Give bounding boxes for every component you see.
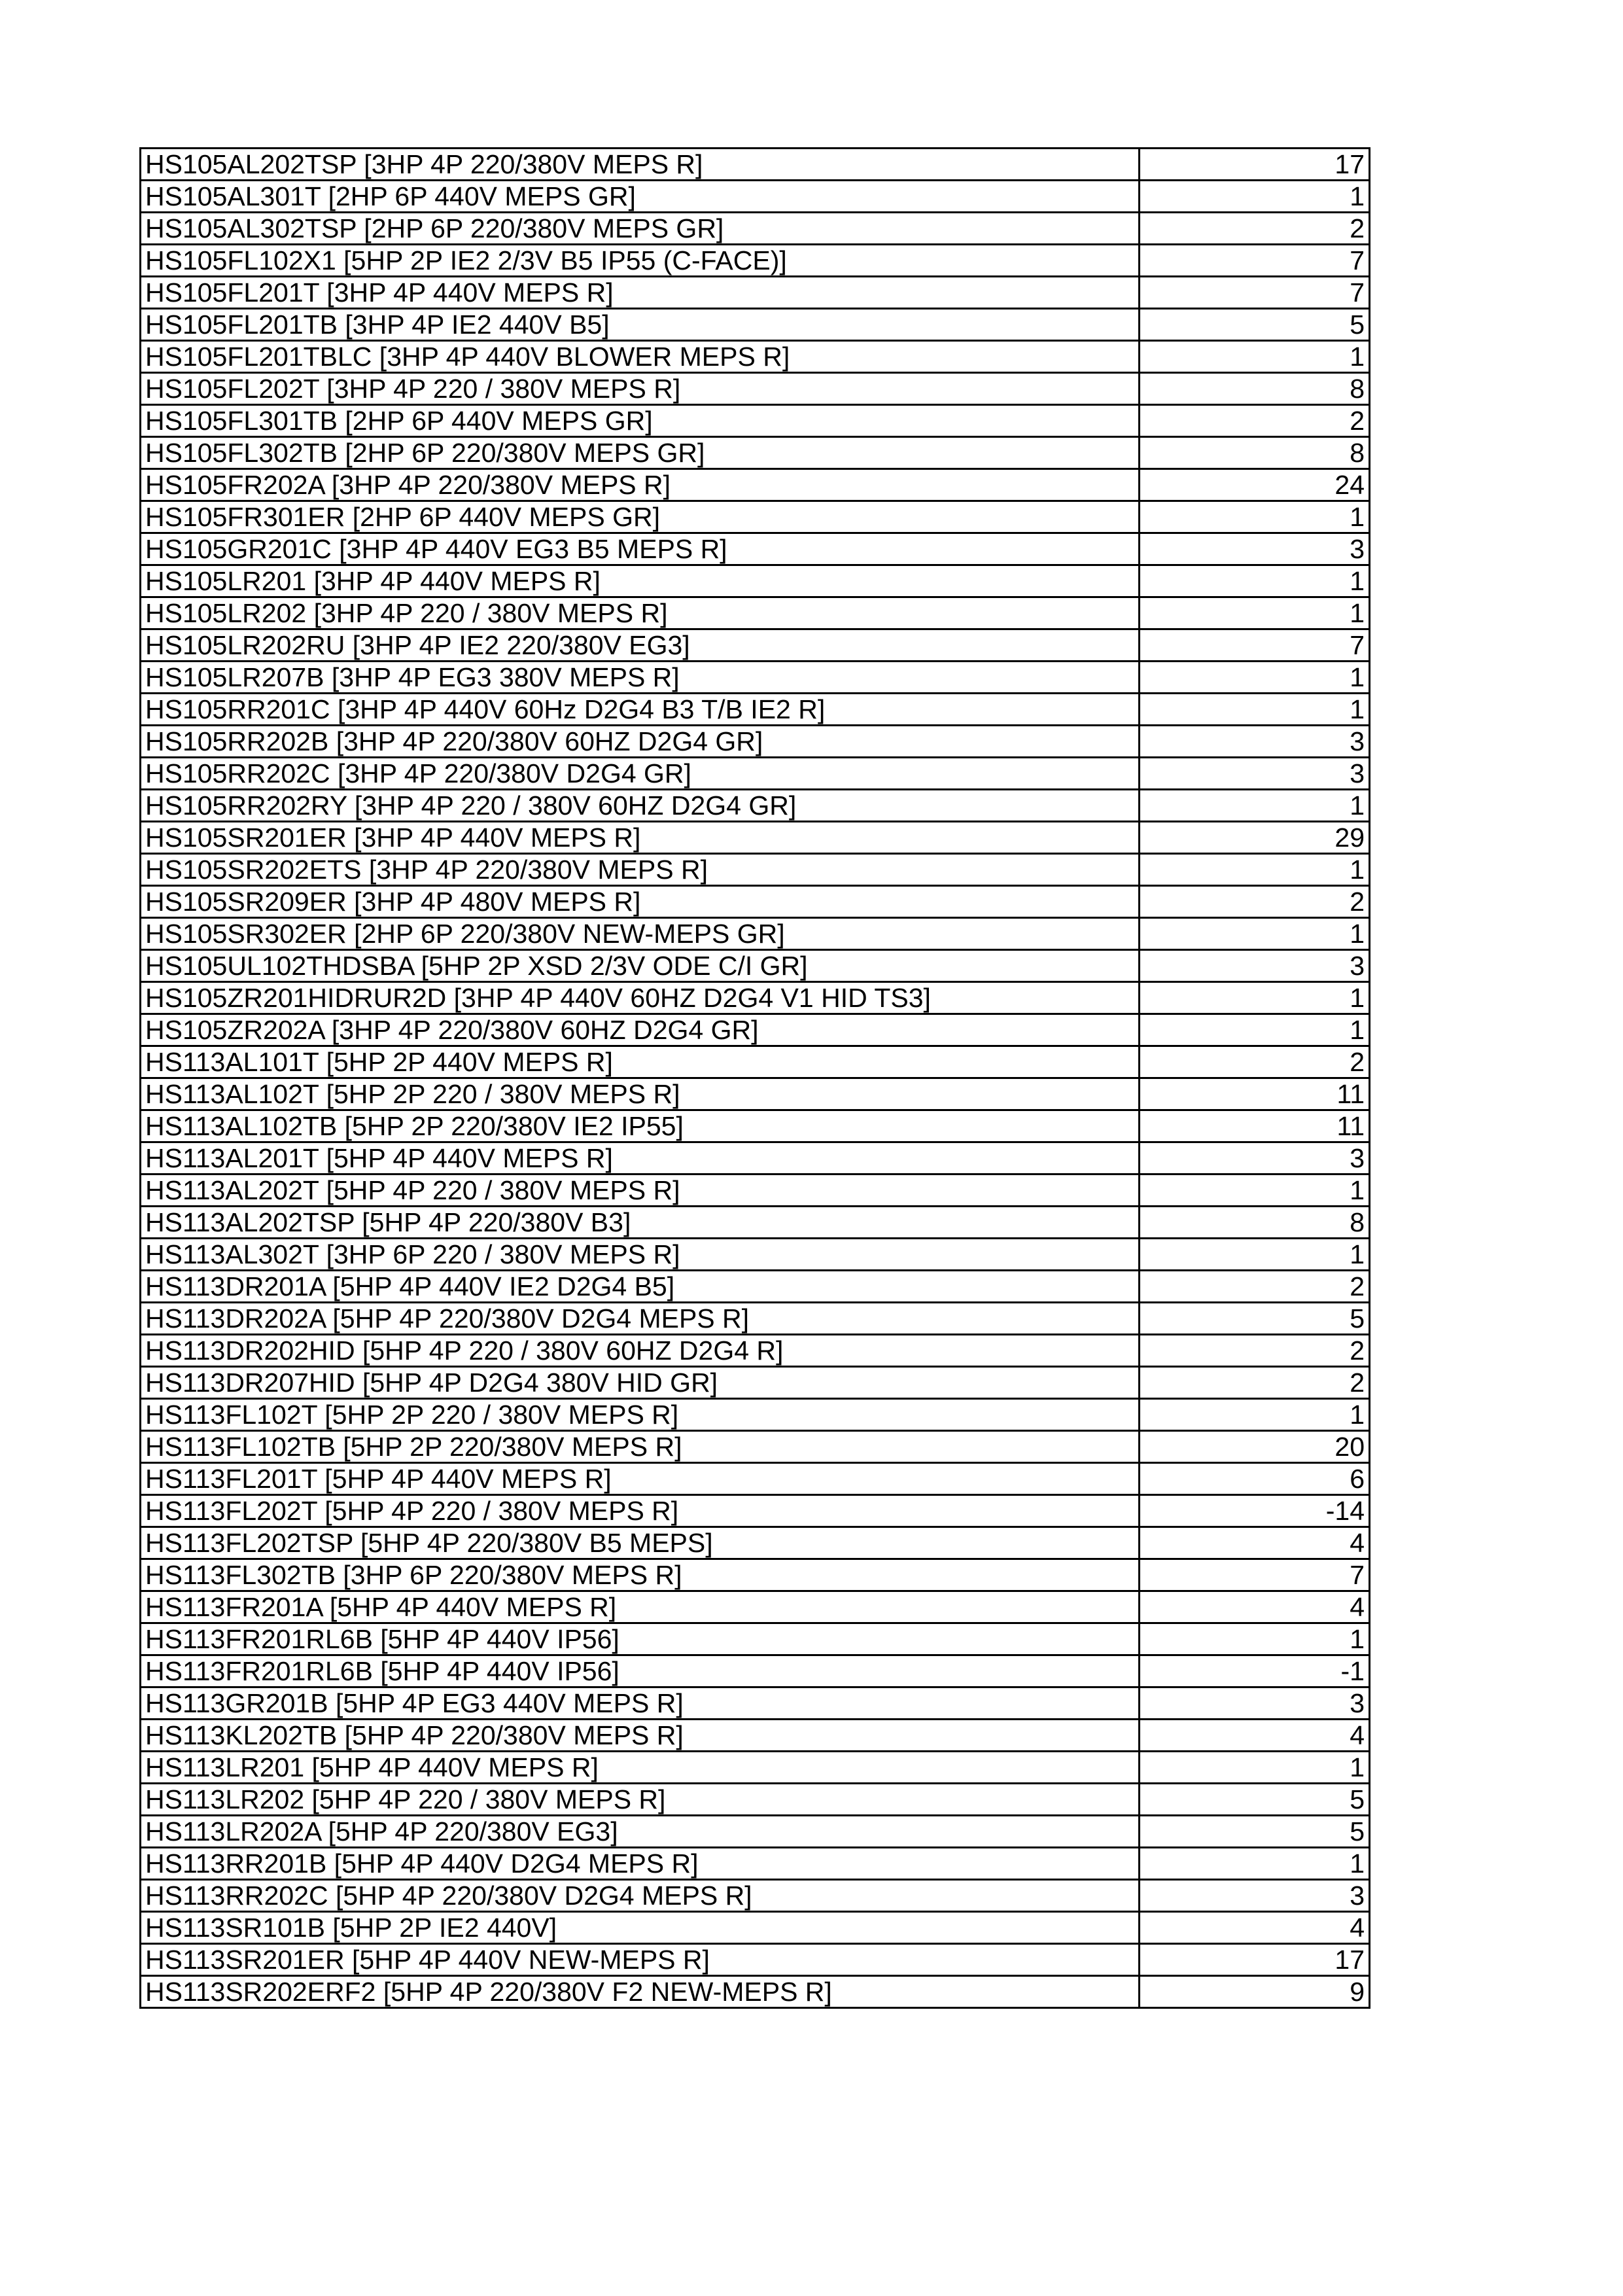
table-row xyxy=(141,1367,1370,1399)
table-row xyxy=(141,437,1370,469)
table-row xyxy=(141,918,1370,950)
item-description-cell: HS105ZR201HIDRUR2D [3HP 4P 440V 60HZ D2G4 V1 HID TS3] xyxy=(141,982,1140,1014)
quantity-cell: 20 xyxy=(1140,1431,1370,1463)
item-description-cell: HS113RR201B [5HP 4P 440V D2G4 MEPS R] xyxy=(141,1848,1140,1880)
quantity-cell: 2 xyxy=(1140,213,1370,245)
quantity-cell: 2 xyxy=(1140,886,1370,918)
quantity-cell: 3 xyxy=(1140,533,1370,565)
item-description-cell: HS113SR201ER [5HP 4P 440V NEW-MEPS R] xyxy=(141,1944,1140,1976)
table-row xyxy=(141,1848,1370,1880)
table-row xyxy=(141,1431,1370,1463)
item-description-cell: HS113AL201T [5HP 4P 440V MEPS R] xyxy=(141,1142,1140,1174)
item-description-cell: HS113DR201A [5HP 4P 440V IE2 D2G4 B5] xyxy=(141,1271,1140,1303)
quantity-cell: 11 xyxy=(1140,1110,1370,1142)
quantity-cell: 1 xyxy=(1140,662,1370,694)
quantity-cell: 2 xyxy=(1140,1271,1370,1303)
quantity-cell: 5 xyxy=(1140,1303,1370,1335)
table-row xyxy=(141,1110,1370,1142)
table-row xyxy=(141,1335,1370,1367)
item-description-cell: HS105LR201 [3HP 4P 440V MEPS R] xyxy=(141,565,1140,597)
quantity-cell: 8 xyxy=(1140,437,1370,469)
item-description-cell: HS105RR201C [3HP 4P 440V 60Hz D2G4 B3 T/B IE2 R] xyxy=(141,694,1140,726)
quantity-cell: 4 xyxy=(1140,1591,1370,1623)
table-row xyxy=(141,373,1370,405)
quantity-cell: 1 xyxy=(1140,790,1370,822)
table-row xyxy=(141,277,1370,309)
item-description-cell: HS113AL202T [5HP 4P 220 / 380V MEPS R] xyxy=(141,1174,1140,1207)
table-row xyxy=(141,1014,1370,1046)
item-description-cell: HS105FL201TBLC [3HP 4P 440V BLOWER MEPS R] xyxy=(141,341,1140,373)
item-description-cell: HS105FL302TB [2HP 6P 220/380V MEPS GR] xyxy=(141,437,1140,469)
quantity-cell: 1 xyxy=(1140,181,1370,213)
item-description-cell: HS113LR202A [5HP 4P 220/380V EG3] xyxy=(141,1816,1140,1848)
table-row xyxy=(141,1239,1370,1271)
item-description-cell: HS105UL102THDSBA [5HP 2P XSD 2/3V ODE C/I GR] xyxy=(141,950,1140,982)
table-row xyxy=(141,213,1370,245)
item-description-cell: HS105FL202T [3HP 4P 220 / 380V MEPS R] xyxy=(141,373,1140,405)
item-description-cell: HS105LR202 [3HP 4P 220 / 380V MEPS R] xyxy=(141,597,1140,629)
table-row xyxy=(141,1142,1370,1174)
item-description-cell: HS113DR202A [5HP 4P 220/380V D2G4 MEPS R] xyxy=(141,1303,1140,1335)
quantity-cell: 4 xyxy=(1140,1720,1370,1752)
table-row xyxy=(141,309,1370,341)
quantity-cell: 17 xyxy=(1140,1944,1370,1976)
table-row xyxy=(141,1463,1370,1495)
table-row xyxy=(141,1271,1370,1303)
quantity-cell: 24 xyxy=(1140,469,1370,501)
table-row xyxy=(141,662,1370,694)
item-description-cell: HS113DR202HID [5HP 4P 220 / 380V 60HZ D2G4 R] xyxy=(141,1335,1140,1367)
item-description-cell: HS105RR202C [3HP 4P 220/380V D2G4 GR] xyxy=(141,758,1140,790)
table-row xyxy=(141,1816,1370,1848)
quantity-cell: 8 xyxy=(1140,373,1370,405)
table-row xyxy=(141,1303,1370,1335)
table-row xyxy=(141,1174,1370,1207)
quantity-cell: 7 xyxy=(1140,1559,1370,1591)
table-row xyxy=(141,181,1370,213)
quantity-cell: 1 xyxy=(1140,501,1370,533)
table-row xyxy=(141,149,1370,181)
quantity-cell: 4 xyxy=(1140,1527,1370,1559)
table-row xyxy=(141,501,1370,533)
quantity-cell: 7 xyxy=(1140,245,1370,277)
item-description-cell: HS105ZR202A [3HP 4P 220/380V 60HZ D2G4 GR] xyxy=(141,1014,1140,1046)
table-row xyxy=(141,1207,1370,1239)
quantity-cell: 1 xyxy=(1140,1848,1370,1880)
quantity-cell: 1 xyxy=(1140,982,1370,1014)
quantity-cell: -1 xyxy=(1140,1655,1370,1687)
item-description-cell: HS113DR207HID [5HP 4P D2G4 380V HID GR] xyxy=(141,1367,1140,1399)
item-description-cell: HS105LR202RU [3HP 4P IE2 220/380V EG3] xyxy=(141,629,1140,662)
table-row xyxy=(141,822,1370,854)
table-row xyxy=(141,1687,1370,1720)
quantity-cell: 11 xyxy=(1140,1078,1370,1110)
quantity-cell: 8 xyxy=(1140,1207,1370,1239)
inventory-table-body xyxy=(141,149,1370,2008)
table-row xyxy=(141,1046,1370,1078)
quantity-cell: 2 xyxy=(1140,1367,1370,1399)
item-description-cell: HS105FR202A [3HP 4P 220/380V MEPS R] xyxy=(141,469,1140,501)
table-row xyxy=(141,1559,1370,1591)
table-row xyxy=(141,694,1370,726)
item-description-cell: HS113AL102TB [5HP 2P 220/380V IE2 IP55] xyxy=(141,1110,1140,1142)
table-row xyxy=(141,790,1370,822)
quantity-cell: 5 xyxy=(1140,309,1370,341)
table-row xyxy=(141,629,1370,662)
quantity-cell: 1 xyxy=(1140,1623,1370,1655)
item-description-cell: HS113AL202TSP [5HP 4P 220/380V B3] xyxy=(141,1207,1140,1239)
item-description-cell: HS105AL202TSP [3HP 4P 220/380V MEPS R] xyxy=(141,149,1140,181)
table-row xyxy=(141,758,1370,790)
quantity-cell: 6 xyxy=(1140,1463,1370,1495)
item-description-cell: HS113RR202C [5HP 4P 220/380V D2G4 MEPS R] xyxy=(141,1880,1140,1912)
item-description-cell: HS113SR202ERF2 [5HP 4P 220/380V F2 NEW-MEPS R] xyxy=(141,1976,1140,2008)
table-row xyxy=(141,533,1370,565)
quantity-cell: 2 xyxy=(1140,405,1370,437)
quantity-cell: 1 xyxy=(1140,565,1370,597)
quantity-cell: 1 xyxy=(1140,918,1370,950)
inventory-table xyxy=(139,147,1370,2009)
quantity-cell: 1 xyxy=(1140,1399,1370,1431)
table-row xyxy=(141,405,1370,437)
item-description-cell: HS113SR101B [5HP 2P IE2 440V] xyxy=(141,1912,1140,1944)
quantity-cell: 1 xyxy=(1140,597,1370,629)
table-row xyxy=(141,1880,1370,1912)
quantity-cell: 1 xyxy=(1140,1752,1370,1784)
quantity-cell: 1 xyxy=(1140,341,1370,373)
item-description-cell: HS105SR302ER [2HP 6P 220/380V NEW-MEPS GR] xyxy=(141,918,1140,950)
item-description-cell: HS105FR301ER [2HP 6P 440V MEPS GR] xyxy=(141,501,1140,533)
table-row xyxy=(141,1912,1370,1944)
quantity-cell: 1 xyxy=(1140,1014,1370,1046)
quantity-cell: 17 xyxy=(1140,149,1370,181)
quantity-cell: 5 xyxy=(1140,1784,1370,1816)
item-description-cell: HS113AL101T [5HP 2P 440V MEPS R] xyxy=(141,1046,1140,1078)
table-row xyxy=(141,1623,1370,1655)
quantity-cell: 1 xyxy=(1140,1174,1370,1207)
table-row xyxy=(141,341,1370,373)
table-row xyxy=(141,1752,1370,1784)
item-description-cell: HS105FL201TB [3HP 4P IE2 440V B5] xyxy=(141,309,1140,341)
item-description-cell: HS113FL102TB [5HP 2P 220/380V MEPS R] xyxy=(141,1431,1140,1463)
quantity-cell: -14 xyxy=(1140,1495,1370,1527)
item-description-cell: HS113AL302T [3HP 6P 220 / 380V MEPS R] xyxy=(141,1239,1140,1271)
item-description-cell: HS113FR201RL6B [5HP 4P 440V IP56] xyxy=(141,1623,1140,1655)
quantity-cell: 1 xyxy=(1140,854,1370,886)
table-row xyxy=(141,597,1370,629)
table-row xyxy=(141,1784,1370,1816)
table-row xyxy=(141,982,1370,1014)
table-row xyxy=(141,469,1370,501)
item-description-cell: HS105FL301TB [2HP 6P 440V MEPS GR] xyxy=(141,405,1140,437)
table-row xyxy=(141,854,1370,886)
item-description-cell: HS105SR201ER [3HP 4P 440V MEPS R] xyxy=(141,822,1140,854)
table-row xyxy=(141,1495,1370,1527)
table-row xyxy=(141,1078,1370,1110)
quantity-cell: 29 xyxy=(1140,822,1370,854)
item-description-cell: HS105AL302TSP [2HP 6P 220/380V MEPS GR] xyxy=(141,213,1140,245)
table-row xyxy=(141,1720,1370,1752)
quantity-cell: 1 xyxy=(1140,1239,1370,1271)
item-description-cell: HS105SR202ETS [3HP 4P 220/380V MEPS R] xyxy=(141,854,1140,886)
table-row xyxy=(141,1944,1370,1976)
quantity-cell: 1 xyxy=(1140,694,1370,726)
item-description-cell: HS113LR202 [5HP 4P 220 / 380V MEPS R] xyxy=(141,1784,1140,1816)
item-description-cell: HS113FR201A [5HP 4P 440V MEPS R] xyxy=(141,1591,1140,1623)
table-row xyxy=(141,245,1370,277)
table-row xyxy=(141,1527,1370,1559)
item-description-cell: HS113FL202T [5HP 4P 220 / 380V MEPS R] xyxy=(141,1495,1140,1527)
table-row xyxy=(141,1655,1370,1687)
item-description-cell: HS105FL102X1 [5HP 2P IE2 2/3V B5 IP55 (C-FACE)] xyxy=(141,245,1140,277)
quantity-cell: 3 xyxy=(1140,1880,1370,1912)
item-description-cell: HS105AL301T [2HP 6P 440V MEPS GR] xyxy=(141,181,1140,213)
item-description-cell: HS105GR201C [3HP 4P 440V EG3 B5 MEPS R] xyxy=(141,533,1140,565)
item-description-cell: HS113FR201RL6B [5HP 4P 440V IP56] xyxy=(141,1655,1140,1687)
quantity-cell: 2 xyxy=(1140,1335,1370,1367)
table-row xyxy=(141,1976,1370,2008)
quantity-cell: 3 xyxy=(1140,950,1370,982)
table-row xyxy=(141,950,1370,982)
item-description-cell: HS113FL302TB [3HP 6P 220/380V MEPS R] xyxy=(141,1559,1140,1591)
item-description-cell: HS105LR207B [3HP 4P EG3 380V MEPS R] xyxy=(141,662,1140,694)
item-description-cell: HS113FL201T [5HP 4P 440V MEPS R] xyxy=(141,1463,1140,1495)
item-description-cell: HS113FL102T [5HP 2P 220 / 380V MEPS R] xyxy=(141,1399,1140,1431)
quantity-cell: 3 xyxy=(1140,758,1370,790)
quantity-cell: 9 xyxy=(1140,1976,1370,2008)
item-description-cell: HS105RR202B [3HP 4P 220/380V 60HZ D2G4 GR] xyxy=(141,726,1140,758)
table-row xyxy=(141,726,1370,758)
item-description-cell: HS113LR201 [5HP 4P 440V MEPS R] xyxy=(141,1752,1140,1784)
item-description-cell: HS105RR202RY [3HP 4P 220 / 380V 60HZ D2G4 GR] xyxy=(141,790,1140,822)
item-description-cell: HS113KL202TB [5HP 4P 220/380V MEPS R] xyxy=(141,1720,1140,1752)
item-description-cell: HS105SR209ER [3HP 4P 480V MEPS R] xyxy=(141,886,1140,918)
item-description-cell: HS113FL202TSP [5HP 4P 220/380V B5 MEPS] xyxy=(141,1527,1140,1559)
quantity-cell: 3 xyxy=(1140,1142,1370,1174)
table-row xyxy=(141,565,1370,597)
quantity-cell: 7 xyxy=(1140,277,1370,309)
item-description-cell: HS105FL201T [3HP 4P 440V MEPS R] xyxy=(141,277,1140,309)
table-row xyxy=(141,1399,1370,1431)
item-description-cell: HS113GR201B [5HP 4P EG3 440V MEPS R] xyxy=(141,1687,1140,1720)
quantity-cell: 2 xyxy=(1140,1046,1370,1078)
quantity-cell: 5 xyxy=(1140,1816,1370,1848)
table-row xyxy=(141,886,1370,918)
item-description-cell: HS113AL102T [5HP 2P 220 / 380V MEPS R] xyxy=(141,1078,1140,1110)
table-row xyxy=(141,1591,1370,1623)
quantity-cell: 4 xyxy=(1140,1912,1370,1944)
quantity-cell: 7 xyxy=(1140,629,1370,662)
quantity-cell: 3 xyxy=(1140,1687,1370,1720)
quantity-cell: 3 xyxy=(1140,726,1370,758)
